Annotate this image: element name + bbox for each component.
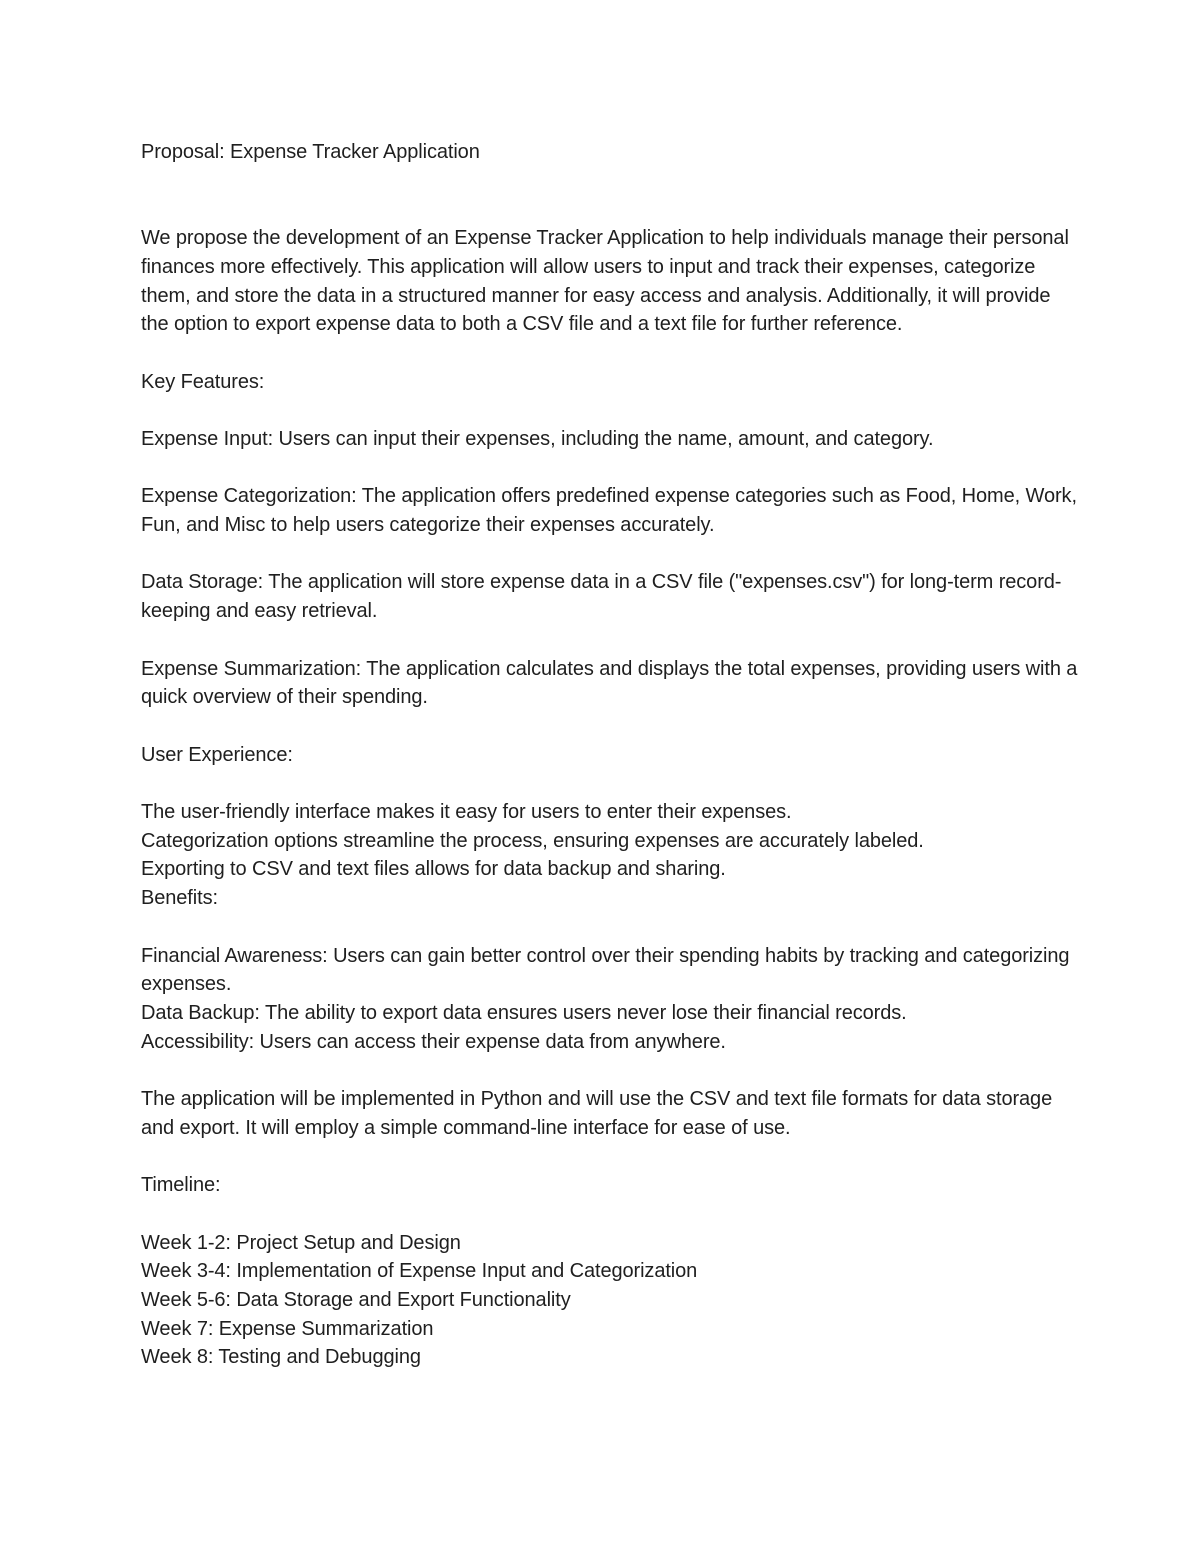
- spacer: [141, 454, 1081, 483]
- timeline-heading: Timeline:: [141, 1174, 221, 1197]
- user-experience-item: The user-friendly interface makes it easy for users to enter their expenses.: [141, 801, 792, 824]
- document-page: [141, 138, 1081, 1372]
- feature-item: Expense Summarization: The application calculates and displays the total expenses, providing users with a quick overview of their spending.: [141, 657, 1083, 709]
- feature-item: Expense Categorization: The application offers predefined expense categories such as Food, Home, Work, Fun, and Misc to help users categorize their expenses accurately.: [141, 485, 1083, 537]
- spacer: [141, 540, 1081, 569]
- user-experience-heading: User Experience:: [141, 743, 293, 766]
- spacer: [141, 167, 1081, 224]
- benefit-item: Financial Awareness: Users can gain better control over their spending habits by tracking and categorizing expenses.: [141, 944, 1075, 996]
- feature-item: Data Storage: The application will store expense data in a CSV file ("expenses.csv") for long-term record-keeping and easy retrieval.: [141, 571, 1062, 623]
- user-experience-item: Exporting to CSV and text files allows for data backup and sharing.: [141, 858, 726, 881]
- spacer: [141, 1056, 1081, 1085]
- spacer: [141, 626, 1081, 655]
- intro-paragraph: We propose the development of an Expense Tracker Application to help individuals manage their personal finances more effectively. This application will allow users to input and track their expenses, categorize them, and store the data in a structured manner for easy access and analysis. Additionally, it will provide the option to export expense data to both a CSV file and a text file for further reference.: [141, 227, 1075, 336]
- spacer: [141, 396, 1081, 425]
- spacer: [141, 339, 1081, 368]
- timeline-item: Week 3-4: Implementation of Expense Input and Categorization: [141, 1260, 698, 1283]
- timeline-item: Week 7: Expense Summarization: [141, 1317, 434, 1340]
- spacer: [141, 1142, 1081, 1171]
- benefit-item: Accessibility: Users can access their expense data from anywhere.: [141, 1030, 726, 1053]
- spacer: [141, 913, 1081, 942]
- spacer: [141, 1200, 1081, 1229]
- spacer: [141, 769, 1081, 798]
- implementation-paragraph: The application will be implemented in Python and will use the CSV and text file formats for data storage and export. It will employ a simple command-line interface for ease of use.: [141, 1088, 1058, 1139]
- user-experience-item: Categorization options streamline the process, ensuring expenses are accurately labeled.: [141, 829, 924, 852]
- timeline-item: Week 5-6: Data Storage and Export Functionality: [141, 1288, 571, 1311]
- timeline-item: Week 8: Testing and Debugging: [141, 1346, 421, 1369]
- timeline-item: Week 1-2: Project Setup and Design: [141, 1231, 461, 1254]
- document-title: Proposal: Expense Tracker Application: [141, 141, 480, 163]
- feature-item: Expense Input: Users can input their expenses, including the name, amount, and category.: [141, 427, 934, 450]
- key-features-heading: Key Features:: [141, 370, 265, 393]
- benefit-item: Data Backup: The ability to export data ensures users never lose their financial records.: [141, 1001, 907, 1024]
- spacer: [141, 712, 1081, 741]
- benefits-heading: Benefits:: [141, 887, 218, 910]
